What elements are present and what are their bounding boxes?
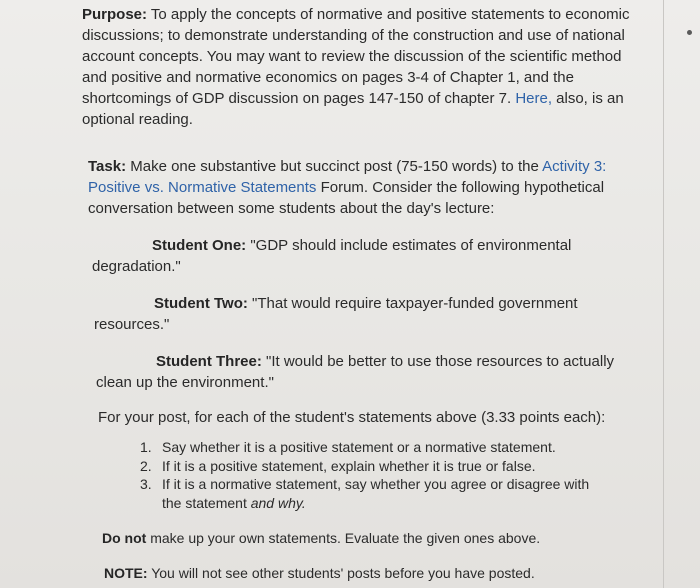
student-three-speaker: Student Three: — [156, 353, 262, 370]
student-two-quote — [94, 293, 642, 335]
do-not-label: Do not — [102, 530, 147, 546]
purpose-text-end: also, is an optional reading. — [82, 90, 624, 128]
purpose-label: Purpose: — [82, 6, 148, 23]
list-number: 3. — [140, 476, 152, 492]
instructions-intro: For your post, for each of the student's statements above (3.33 points each): — [98, 409, 606, 426]
student-two-line1: "That would require taxpayer-funded government — [247, 295, 578, 312]
task-text-end: Forum. Consider the following hypothetical conversation between some students about the day's lecture: — [88, 179, 605, 217]
do-not-text: make up your own statements. Evaluate the given ones above. — [146, 530, 541, 546]
list-item — [140, 475, 610, 512]
list-item — [140, 457, 610, 476]
student-three-quote — [96, 351, 642, 393]
scrollbar-divider — [663, 0, 664, 588]
assignment-content — [82, 4, 642, 584]
list-text: If it is a positive statement, explain whether it is true or false. — [162, 457, 536, 474]
list-number: 2. — [140, 457, 152, 474]
dot-icon — [687, 30, 692, 35]
list-item — [140, 438, 610, 457]
note-text: You will not see other students' posts before you have posted. — [147, 565, 535, 581]
purpose-text: To apply the concepts of normative and positive statements to economic discussions; to demonstrate understanding of the construction and use of national account concepts. You may want to review the discussion of the scientific method and positive and normative economics on pages 3-4 of Chapter 1, and the shortcomings of GDP discussion on pages 147-150 of chapter 7. — [82, 6, 630, 107]
task-label: Task: — [88, 158, 127, 175]
student-one-line1: "GDP should include estimates of environmental — [246, 237, 572, 254]
student-one-quote — [92, 235, 642, 277]
student-one-speaker: Student One: — [152, 237, 247, 254]
purpose-paragraph — [82, 4, 630, 130]
optional-reading-link[interactable]: Here, — [515, 90, 552, 107]
list-text: Say whether it is a positive statement or a normative statement. — [162, 439, 556, 455]
do-not-paragraph — [102, 528, 642, 549]
student-two-line2: resources." — [94, 316, 170, 333]
student-two-speaker: Student Two: — [154, 295, 248, 312]
list-text: If it is a normative statement, say whether you agree or disagree with the statement — [162, 476, 590, 511]
list-text-emphasis: and why. — [250, 494, 306, 511]
student-one-line2: degradation." — [92, 258, 181, 275]
task-text: Make one substantive but succinct post (75-150 words) to the — [126, 158, 543, 175]
instructions-list — [140, 438, 610, 512]
list-number: 1. — [140, 439, 152, 455]
activity-forum-link[interactable]: Activity 3: Positive vs. Normative Statements — [88, 158, 607, 196]
student-three-line2: clean up the environment." — [96, 374, 274, 391]
note-paragraph — [104, 563, 642, 584]
task-paragraph — [88, 156, 628, 219]
note-label: NOTE: — [104, 565, 148, 581]
student-three-line1: "It would be better to use those resources to actually — [261, 353, 615, 370]
